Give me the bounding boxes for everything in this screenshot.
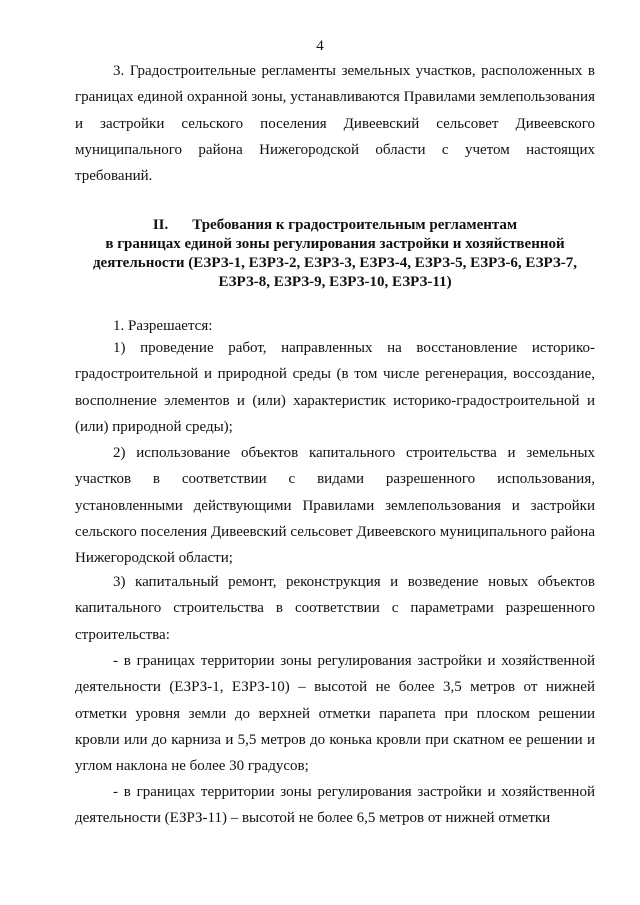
section-heading-line-1 [75, 216, 595, 235]
bullet-ezrz-11: - в границах территории зоны регулирования застройки и хозяйственной деятельности (ЕЗРЗ-11) – высотой не более 6,5 метров от нижней отметки [75, 784, 595, 827]
section-heading-line-3: деятельности (ЕЗРЗ-1, ЕЗРЗ-2, ЕЗРЗ-3, ЕЗРЗ-4, ЕЗРЗ-5, ЕЗРЗ-6, ЕЗРЗ-7, [92, 255, 578, 271]
section-number: II. [152, 217, 169, 233]
list-item-3: 3) капитальный ремонт, реконструкция и возведение новых объектов капитального строительства в соответствии с параметрами разрешенного строительства: [75, 574, 595, 643]
bullet-ezrz-1-10: - в границах территории зоны регулирования застройки и хозяйственной деятельности (ЕЗРЗ-1, ЕЗРЗ-10) – высотой не более 3,5 метров от нижней отметки уровня земли до верхней отметки парапета при плоском решении кровли или до карниза и 5,5 метров до конька кровли при скатном ее решении и углом наклона не более 30 градусов; [75, 653, 595, 775]
list-item-2: 2) использование объектов капитального строительства и земельных участков в соответствии с видами разрешенного использования, установленными действующими Правилами землепользования и застройки сельского поселения Дивеевский сельсовет Дивеевского муниципального района Нижегородской области; [75, 445, 595, 567]
section-heading [75, 216, 595, 292]
page-number: 4 [316, 38, 324, 54]
paragraph-allowed: 1. Разрешается: [113, 318, 213, 334]
list-item-1: 1) проведение работ, направленных на восстановление историко-градостроительной и природной среды (в том числе регенерация, воссоздание, восполнение элементов и (или) характеристик историко-градостроительной и (или) природной среды); [75, 340, 595, 435]
section-title-line-1: Требования к градостроительным регламентам [192, 217, 518, 233]
section-heading-line-4: ЕЗРЗ-8, ЕЗРЗ-9, ЕЗРЗ-10, ЕЗРЗ-11) [218, 274, 452, 290]
section-heading-line-2: в границах единой зоны регулирования застройки и хозяйственной [105, 236, 565, 252]
paragraph-regulations: 3. Градостроительные регламенты земельных участков, расположенных в границах единой охранной зоны, устанавливаются Правилами землепользования и застройки сельского поселения Дивеевский сельсовет Дивеевского муниципального района Нижегородской области с учетом настоящих требований. [75, 63, 595, 185]
